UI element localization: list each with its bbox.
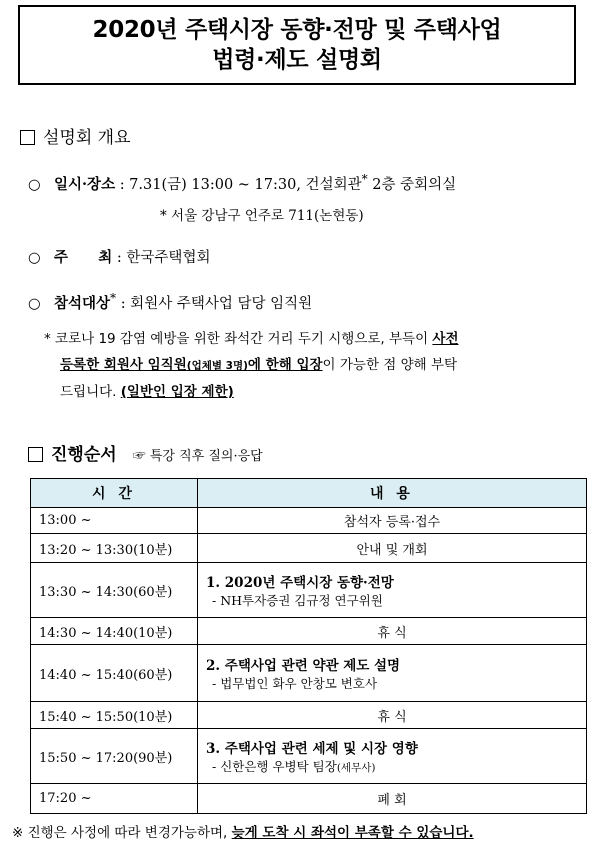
overview-heading [20, 123, 131, 148]
page-title-line2: 법령·제도 설명회 [212, 47, 382, 73]
datetime-mark: * [361, 172, 368, 186]
bullet-circle-icon: ○ [28, 295, 41, 312]
target-mark: * [110, 291, 117, 305]
footer-underlined: 늦게 도착 시 좌석이 부족할 수 있습니다. [231, 825, 474, 841]
row-content: 폐 회 [198, 784, 587, 814]
table-row [31, 534, 587, 563]
schedule-table [30, 478, 587, 814]
schedule-heading-text: 진행순서 [51, 445, 117, 465]
target-value: : 회원사 주택사업 담당 임직원 [120, 295, 313, 312]
datetime-suffix: 2층 중회의실 [367, 176, 457, 193]
table-row [31, 784, 587, 814]
datetime-item [28, 172, 456, 194]
address-note: * 서울 강남구 언주로 711(논현동) [160, 208, 364, 224]
bullet-circle-icon: ○ [28, 176, 41, 193]
target-item [28, 291, 312, 313]
corona-note-underline: 사전 [432, 331, 459, 347]
row-content [198, 645, 587, 702]
table-row [31, 618, 587, 645]
row-content: 참석자 등록·접수 [198, 508, 587, 534]
session-speaker [206, 757, 578, 775]
page-title-line1: 2020년 주택시장 동향·전망 및 주택사업 [92, 17, 502, 43]
host-item [28, 246, 210, 267]
row-content [198, 563, 587, 618]
schedule-heading [28, 440, 263, 465]
corona-note-text: * 코로나 19 감염 예방을 위한 좌석간 거리 두기 시행으로, 부득이 [44, 331, 433, 347]
corona-note-underline: (일반인 입장 제한) [120, 384, 234, 400]
row-time: 14:30 ~ 14:40(10분) [31, 618, 198, 645]
row-time: 13:30 ~ 14:30(60분) [31, 563, 198, 618]
footer-text: ※ 진행은 사정에 따라 변경가능하며, [12, 825, 232, 841]
session-title: 2. 주택사업 관련 약관 제도 설명 [206, 658, 401, 674]
corona-note-underline: 에 한해 입장 [247, 357, 323, 373]
row-time: 15:50 ~ 17:20(90분) [31, 729, 198, 784]
col-content-header: 내 용 [198, 479, 587, 508]
session-title: 1. 2020년 주택시장 동향·전망 [206, 575, 394, 591]
overview-heading-text: 설명회 개요 [43, 128, 131, 148]
table-row [31, 702, 587, 729]
corona-note-text: 이 가능한 점 양해 부탁 [322, 357, 458, 373]
row-time: 13:20 ~ 13:30(10분) [31, 534, 198, 563]
session-speaker: - 법무법인 화우 안창모 변호사 [212, 676, 378, 691]
bullet-circle-icon: ○ [28, 250, 41, 266]
row-content: 휴 식 [198, 702, 587, 729]
corona-note-text: 드립니다. [60, 384, 121, 400]
row-time: 14:40 ~ 15:40(60분) [31, 645, 198, 702]
row-time: 15:40 ~ 15:50(10분) [31, 702, 198, 729]
corona-note-underline-small: (업체별 3명) [186, 360, 248, 372]
table-row [31, 645, 587, 702]
row-content [198, 729, 587, 784]
session-speaker: - NH투자증권 김규정 연구위원 [212, 593, 383, 608]
row-time: 17:20 ~ [31, 784, 198, 814]
checkbox-square-icon [28, 447, 43, 462]
table-row [31, 563, 587, 618]
row-time: 13:00 ~ [31, 508, 198, 534]
session-speaker-name: - 신한은행 우병탁 팀장 [212, 759, 337, 774]
table-row [31, 508, 587, 534]
col-time-header: 시 간 [31, 479, 198, 508]
host-label: 주 최 [54, 249, 113, 266]
corona-note [44, 326, 544, 405]
corona-note-underline: 등록한 회원사 임직원 [60, 357, 187, 373]
row-content: 휴 식 [198, 618, 587, 645]
schedule-note: ☞ 특강 직후 질의·응답 [132, 449, 263, 464]
row-content: 안내 및 개회 [198, 534, 587, 563]
target-label: 참석대상 [54, 294, 111, 312]
datetime-value: : 7.31(금) 13:00 ~ 17:30, 건설회관 [119, 176, 362, 193]
table-row [31, 729, 587, 784]
footer-note [12, 821, 474, 841]
datetime-label: 일시·장소 [54, 175, 116, 193]
checkbox-square-icon [20, 130, 35, 145]
host-value: : 한국주택협회 [116, 250, 211, 266]
session-title: 3. 주택사업 관련 세제 및 시장 영향 [206, 741, 418, 757]
session-speaker-role: (세무사) [336, 762, 376, 774]
title-box [18, 5, 576, 85]
table-header-row [31, 479, 587, 508]
